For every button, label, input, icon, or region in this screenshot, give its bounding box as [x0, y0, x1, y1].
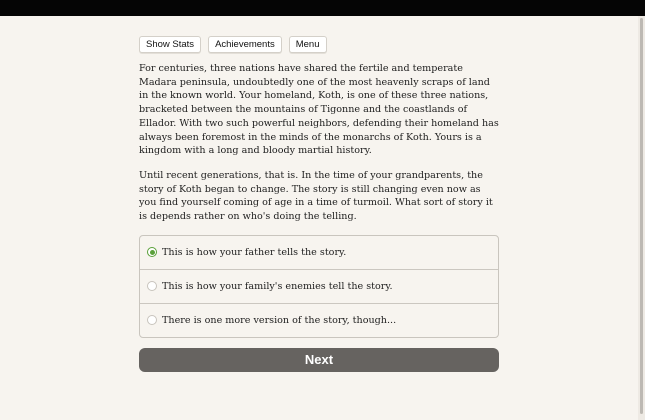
achievements-button[interactable]: Achievements [208, 36, 282, 53]
choice-option-2[interactable] [140, 270, 498, 304]
menu-button[interactable]: Menu [289, 36, 327, 53]
choice-option-1[interactable] [140, 236, 498, 270]
story-paragraph-2: Until recent generations, that is. In the time of your grandparents, the story of Koth began to change. The story is still changing even now as you find yourself coming of age in a time of turmoil. What sort of story it is depends rather on who's doing the telling. [139, 169, 493, 223]
page-scrollbar[interactable] [638, 16, 645, 420]
next-button[interactable]: Next [139, 348, 499, 372]
choice-list [139, 235, 499, 338]
choice-option-3[interactable] [140, 304, 498, 337]
radio-selected-icon[interactable] [147, 247, 157, 257]
browser-top-bar [0, 0, 645, 16]
choice-label: This is how your family's enemies tell the story. [162, 280, 393, 292]
story-container [139, 36, 499, 372]
top-toolbar [139, 36, 499, 53]
story-paragraph-1: For centuries, three nations have shared the fertile and temperate Madara peninsula, undoubtedly one of the most heavenly scraps of land in the known world. Your homeland, Koth, is one of these three nations, bracketed between the mountains of Tigonne and the coastlands of Ellador. With two such powerful neighbors, defending their homeland has always been foremost in the minds of the monarchs of Koth. Yours is a kingdom with a long and bloody martial history. [139, 63, 499, 157]
show-stats-button[interactable]: Show Stats [139, 36, 201, 53]
choice-label: This is how your father tells the story. [162, 246, 347, 258]
choice-label: There is one more version of the story, though... [162, 314, 397, 326]
radio-unselected-icon[interactable] [147, 315, 157, 325]
radio-unselected-icon[interactable] [147, 281, 157, 291]
scrollbar-thumb[interactable] [640, 18, 643, 414]
